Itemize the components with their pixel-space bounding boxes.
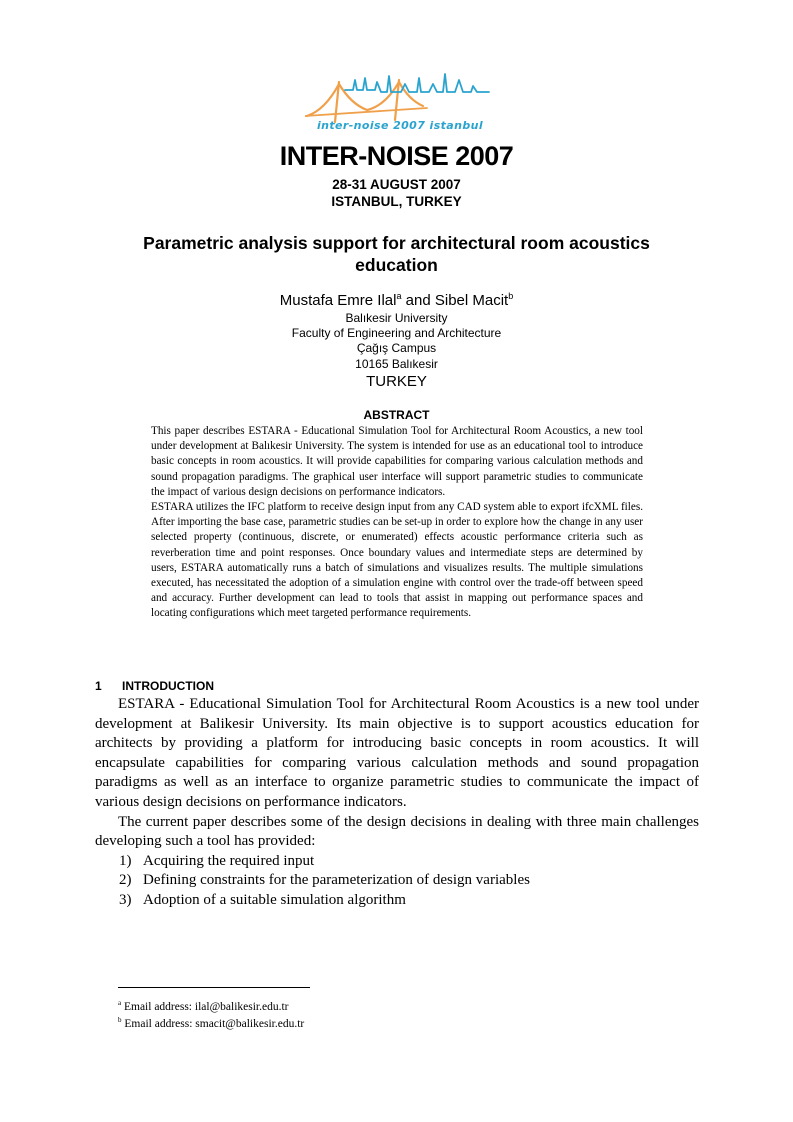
section-title: INTRODUCTION bbox=[122, 679, 214, 693]
affiliation-university: Balıkesir University bbox=[345, 311, 448, 325]
list-item bbox=[95, 891, 699, 911]
footnote-rule bbox=[118, 987, 310, 988]
challenges-list bbox=[95, 852, 699, 911]
authors-and: and bbox=[401, 292, 435, 309]
skyline-graphic bbox=[345, 74, 489, 92]
conference-place: ISTANBUL, TURKEY bbox=[331, 194, 462, 209]
abstract-paragraph-2: ESTARA utilizes the IFC platform to receive design input from any CAD system able to export ifcXML files. After importing the base case, parametric studies can be set-up in order to explore how the change in any user selected property (continuous, discrete, or enumerated) effects acoustic performance criteria such as reverberation time and point responses. Once boundary values and intermediate steps are determined by users, ESTARA automatically runs a batch of simulations and visualizes results. The multiple simulations executed, has necessitated the adoption of a simulation engine with control over the trade-off between speed and accuracy. Further development can lead to tools that assist in mapping out performance spaces and locating configurations which meet targeted performance requirements. bbox=[151, 501, 643, 620]
affiliation-country: TURKEY bbox=[366, 373, 427, 390]
list-item-number: 1) bbox=[119, 852, 132, 869]
introduction-body bbox=[95, 695, 699, 911]
list-item-text: Adoption of a suitable simulation algorithm bbox=[143, 891, 406, 908]
list-item-number: 3) bbox=[119, 891, 132, 908]
abstract-body bbox=[151, 424, 643, 622]
affiliation-campus: Çağış Campus bbox=[356, 341, 437, 355]
footnote-mark: b bbox=[118, 1016, 122, 1024]
authors bbox=[0, 291, 793, 309]
footnote-mark: a bbox=[118, 999, 122, 1007]
list-item-number: 2) bbox=[119, 872, 132, 889]
affiliation-faculty: Faculty of Engineering and Architecture bbox=[291, 326, 502, 340]
footnote-a bbox=[118, 996, 289, 1015]
intro-paragraph-2: The current paper describes some of the design decisions in dealing with three main challenges developing such a tool has provided: bbox=[95, 813, 699, 850]
list-item-text: Acquiring the required input bbox=[143, 852, 315, 869]
logo-text: inter-noise 2007 istanbul bbox=[316, 119, 484, 132]
conference-date: 28-31 AUGUST 2007 bbox=[332, 177, 461, 192]
footnote-text: Email address: ilal@balikesir.edu.tr bbox=[121, 1000, 289, 1013]
affiliation-postal: 10165 Balıkesir bbox=[355, 357, 438, 371]
paper-title-line1: Parametric analysis support for architectural room acoustics bbox=[143, 233, 650, 253]
list-item-text: Defining constraints for the parameterization of design variables bbox=[143, 872, 530, 889]
author-2-footnote-mark: b bbox=[508, 291, 514, 301]
list-item bbox=[95, 852, 699, 872]
section-number: 1 bbox=[95, 679, 102, 693]
intro-paragraph-1: ESTARA - Educational Simulation Tool for Architectural Room Acoustics is a new tool under development at Balikesir University. Its main objective is to support acoustics education for architects by providing a platform for introducing basic concepts in room acoustics. It will encapsulate capabilities for comparing various calculation methods and sound propagation paradigms as well as an interface to organize parametric studies to communicate the impact of various design decisions on performance indicators. bbox=[95, 696, 699, 810]
paper-title bbox=[120, 232, 673, 276]
abstract-heading: ABSTRACT bbox=[363, 408, 430, 422]
abstract-paragraph-1: This paper describes ESTARA - Educational Simulation Tool for Architectural Room Acoustics, a new tool under development at Balıkesir University. The system is intended for use as an educational tool to introduce basic concepts in room acoustics. It will provide capabilities for comparing various calculation methods and sound propagation paradigms. The graphical user interface will support parametric studies to communicate the impact of various design decisions on performance indicators. bbox=[151, 425, 643, 498]
author-1-footnote-mark: a bbox=[396, 291, 402, 301]
author-2: Sibel Macit bbox=[434, 292, 509, 309]
list-item bbox=[95, 871, 699, 891]
footnote-b bbox=[118, 1013, 304, 1032]
conference-title: INTER-NOISE 2007 bbox=[279, 141, 514, 171]
author-1: Mustafa Emre Ilal bbox=[279, 292, 397, 309]
footnote-text: Email address: smacit@balikesir.edu.tr bbox=[121, 1017, 305, 1030]
section-heading-introduction bbox=[95, 679, 214, 693]
paper-title-line2: education bbox=[355, 255, 438, 275]
